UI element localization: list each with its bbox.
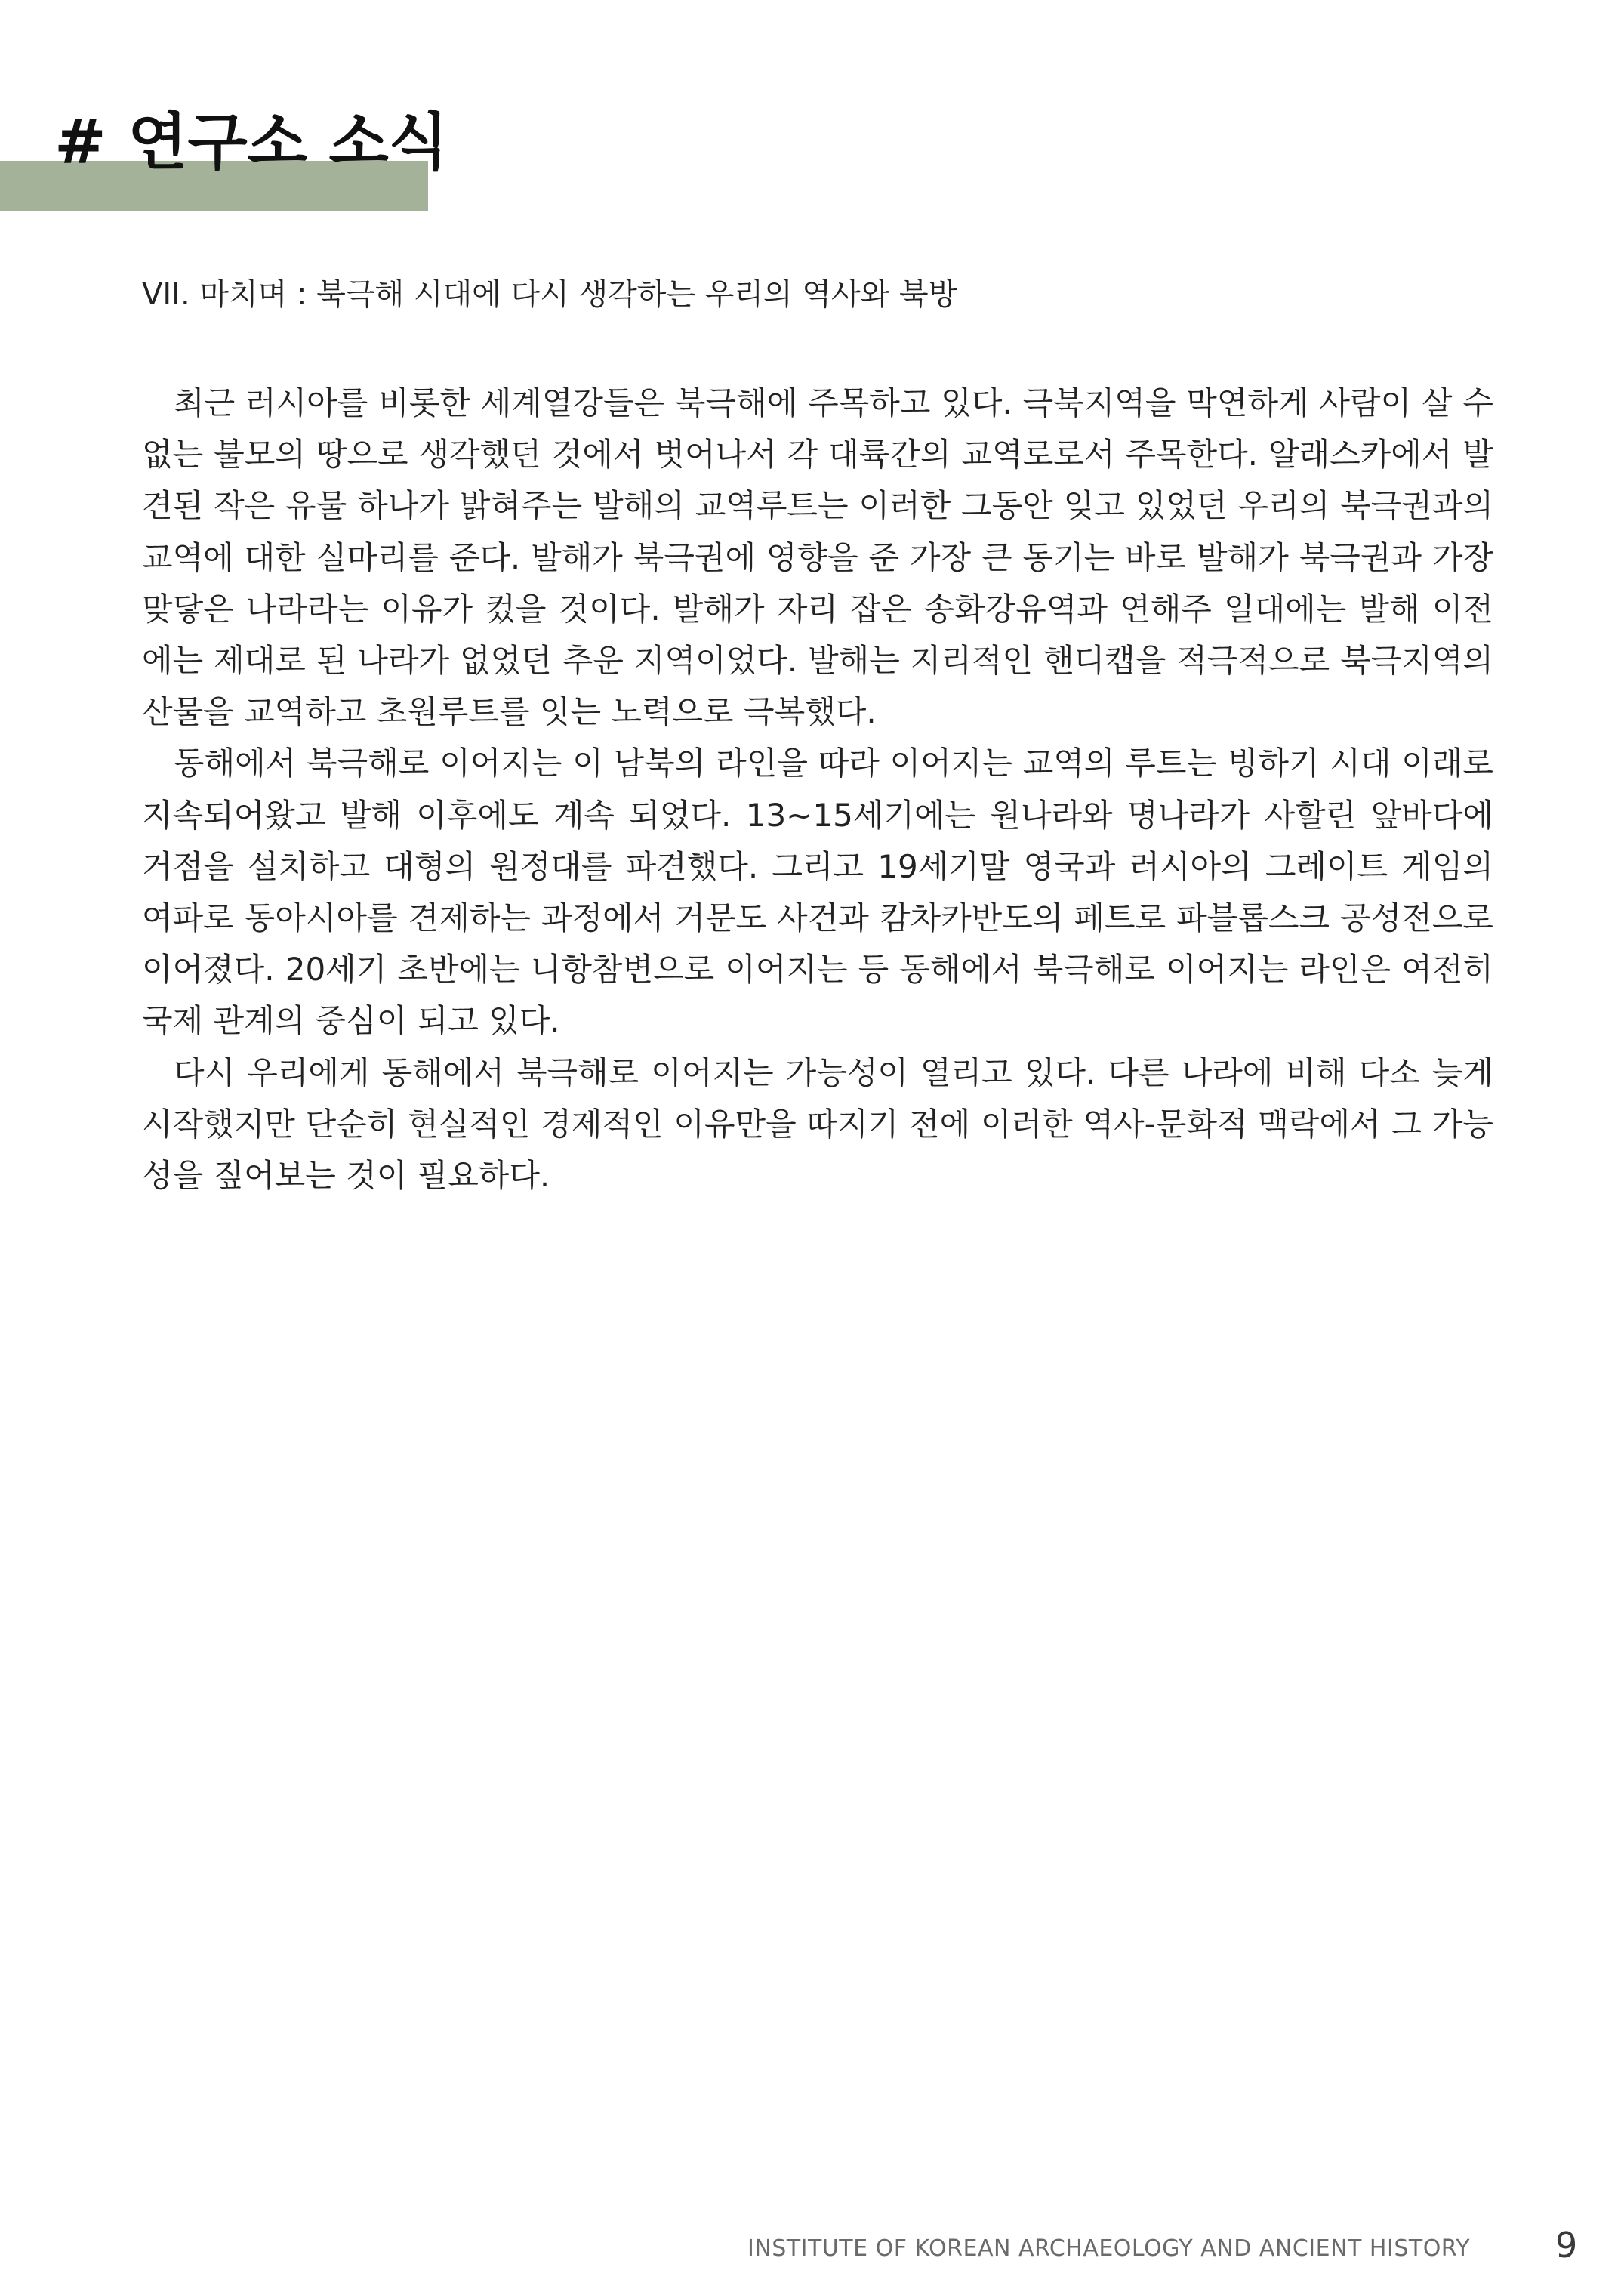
page-number: 9 [1555,2225,1578,2266]
article-paragraph: 최근 러시아를 비롯한 세계열강들은 북극해에 주목하고 있다. 극북지역을 막연하게 사람이 살 수 없는 불모의 땅으로 생각했던 것에서 벗어나서 각 대륙간의 교역로로서 주목한다. 알래스카에서 발견된 작은 유물 하나가 밝혀주는 발해의 교역루트는 이러한 그동안 잊고 있었던 우리의 북극권과의 교역에 대한 실마리를 준다. 발해가 북극권에 영향을 준 가장 큰 동기는 바로 발해가 북극권과 가장 맞닿은 나라라는 이유가 컸을 것이다. 발해가 자리 잡은 송화강유역과 연해주 일대에는 발해 이전에는 제대로 된 나라가 없었던 추운 지역이었다. 발해는 지리적인 핸디캡을 적극적으로 북극지역의 산물을 교역하고 초원루트를 잇는 노력으로 극복했다. [142,384,1493,731]
footer-institute-name: INSTITUTE OF KOREAN ARCHAEOLOGY AND ANCIENT HISTORY [747,2235,1471,2262]
article-subtitle: VII. 마치며 : 북극해 시대에 다시 생각하는 우리의 역사와 북방 [142,277,958,312]
article-paragraph: 다시 우리에게 동해에서 북극해로 이어지는 가능성이 열리고 있다. 다른 나라에 비해 다소 늦게 시작했지만 단순히 현실적인 경제적인 이유만을 따지기 전에 이러한 역사-문화적 맥락에서 그 가능성을 짚어보는 것이 필요하다. [142,1053,1493,1195]
article-paragraph: 동해에서 북극해로 이어지는 이 남북의 라인을 따라 이어지는 교역의 루트는 빙하기 시대 이래로 지속되어왔고 발해 이후에도 계속 되었다. 13~15세기에는 원나라와 명나라가 사할린 앞바다에 거점을 설치하고 대형의 원정대를 파견했다. 그리고 19세기말 영국과 러시아의 그레이트 게임의 여파로 동아시아를 견제하는 과정에서 거문도 사건과 캄차카반도의 페트로 파블롭스크 공성전으로 이어졌다. 20세기 초반에는 니항참변으로 이어지는 등 동해에서 북극해로 이어지는 라인은 여전히 국제 관계의 중심이 되고 있다. [142,745,1493,1040]
section-title: # 연구소 소식 [54,106,448,178]
article-body [142,378,1493,1202]
